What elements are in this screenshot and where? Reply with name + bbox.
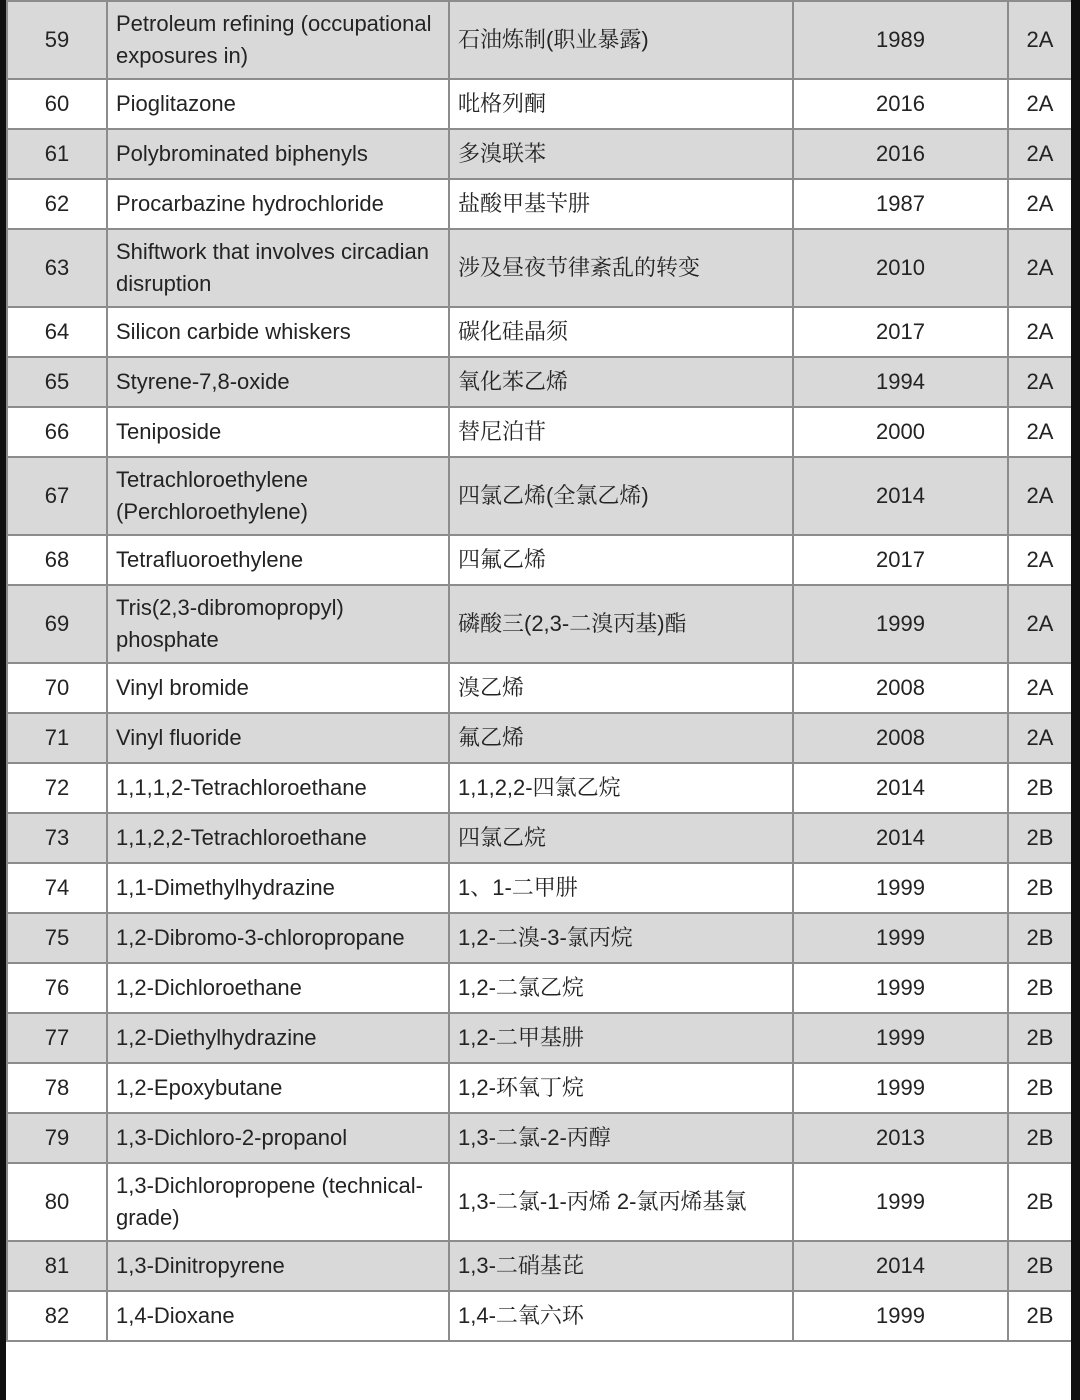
- cell-chinese-name: 涉及昼夜节律紊乱的转变: [449, 229, 793, 307]
- cell-year: 1999: [793, 1013, 1008, 1063]
- cell-english-name: Silicon carbide whiskers: [107, 307, 449, 357]
- cell-chinese-name: 多溴联苯: [449, 129, 793, 179]
- cell-chinese-name: 1,2-二溴-3-氯丙烷: [449, 913, 793, 963]
- cell-year: 1999: [793, 963, 1008, 1013]
- table-row: [7, 663, 1072, 713]
- cell-chinese-name: 1,2-环氧丁烷: [449, 1063, 793, 1113]
- cell-group: 2B: [1008, 863, 1072, 913]
- table-row: [7, 1241, 1072, 1291]
- cell-group: 2A: [1008, 229, 1072, 307]
- cell-number: 67: [7, 457, 107, 535]
- cell-number: 74: [7, 863, 107, 913]
- cell-year: 2017: [793, 535, 1008, 585]
- cell-number: 72: [7, 763, 107, 813]
- cell-chinese-name: 盐酸甲基苄肼: [449, 179, 793, 229]
- table-row: [7, 813, 1072, 863]
- cell-english-name: 1,3-Dinitropyrene: [107, 1241, 449, 1291]
- cell-english-name: Procarbazine hydrochloride: [107, 179, 449, 229]
- cell-chinese-name: 四氟乙烯: [449, 535, 793, 585]
- cell-group: 2A: [1008, 457, 1072, 535]
- cell-chinese-name: 石油炼制(职业暴露): [449, 1, 793, 79]
- cell-english-name: 1,3-Dichloropropene (technical-grade): [107, 1163, 449, 1241]
- cell-number: 62: [7, 179, 107, 229]
- cell-group: 2B: [1008, 1163, 1072, 1241]
- cell-chinese-name: 1,2-二氯乙烷: [449, 963, 793, 1013]
- cell-number: 71: [7, 713, 107, 763]
- cell-group: 2B: [1008, 813, 1072, 863]
- cell-group: 2B: [1008, 913, 1072, 963]
- cell-english-name: 1,2-Dichloroethane: [107, 963, 449, 1013]
- carcinogen-table-body: [7, 1, 1072, 1341]
- cell-english-name: Petroleum refining (occupational exposures in): [107, 1, 449, 79]
- cell-english-name: Tris(2,3-dibromopropyl) phosphate: [107, 585, 449, 663]
- cell-chinese-name: 四氯乙烯(全氯乙烯): [449, 457, 793, 535]
- cell-chinese-name: 1,3-二硝基芘: [449, 1241, 793, 1291]
- cell-chinese-name: 1、1-二甲肼: [449, 863, 793, 913]
- table-row: [7, 1, 1072, 79]
- cell-chinese-name: 替尼泊苷: [449, 407, 793, 457]
- cell-group: 2B: [1008, 963, 1072, 1013]
- cell-group: 2A: [1008, 1, 1072, 79]
- cell-year: 1994: [793, 357, 1008, 407]
- table-row: [7, 79, 1072, 129]
- cell-chinese-name: 1,3-二氯-1-丙烯 2-氯丙烯基氯: [449, 1163, 793, 1241]
- cell-number: 63: [7, 229, 107, 307]
- cell-number: 81: [7, 1241, 107, 1291]
- table-row: [7, 1291, 1072, 1341]
- table-row: [7, 179, 1072, 229]
- cell-year: 2000: [793, 407, 1008, 457]
- table-row: [7, 1113, 1072, 1163]
- cell-year: 1999: [793, 913, 1008, 963]
- table-row: [7, 307, 1072, 357]
- cell-english-name: 1,2-Dibromo-3-chloropropane: [107, 913, 449, 963]
- cell-chinese-name: 1,2-二甲基肼: [449, 1013, 793, 1063]
- table-row: [7, 1163, 1072, 1241]
- cell-group: 2B: [1008, 1291, 1072, 1341]
- table-row: [7, 357, 1072, 407]
- cell-group: 2A: [1008, 585, 1072, 663]
- cell-english-name: Vinyl bromide: [107, 663, 449, 713]
- cell-chinese-name: 四氯乙烷: [449, 813, 793, 863]
- cell-chinese-name: 氟乙烯: [449, 713, 793, 763]
- cell-number: 66: [7, 407, 107, 457]
- cell-english-name: Tetrafluoroethylene: [107, 535, 449, 585]
- table-row: [7, 863, 1072, 913]
- table-row: [7, 457, 1072, 535]
- cell-year: 2008: [793, 663, 1008, 713]
- cell-english-name: Tetrachloroethylene (Perchloroethylene): [107, 457, 449, 535]
- cell-chinese-name: 吡格列酮: [449, 79, 793, 129]
- cell-english-name: 1,4-Dioxane: [107, 1291, 449, 1341]
- cell-year: 2014: [793, 763, 1008, 813]
- cell-number: 82: [7, 1291, 107, 1341]
- cell-english-name: 1,2-Diethylhydrazine: [107, 1013, 449, 1063]
- cell-english-name: 1,1,2,2-Tetrachloroethane: [107, 813, 449, 863]
- cell-group: 2A: [1008, 79, 1072, 129]
- cell-number: 78: [7, 1063, 107, 1113]
- cell-year: 1999: [793, 585, 1008, 663]
- cell-english-name: Shiftwork that involves circadian disruption: [107, 229, 449, 307]
- cell-number: 68: [7, 535, 107, 585]
- cell-number: 75: [7, 913, 107, 963]
- cell-year: 1999: [793, 1063, 1008, 1113]
- cell-group: 2A: [1008, 407, 1072, 457]
- cell-group: 2A: [1008, 357, 1072, 407]
- cell-number: 79: [7, 1113, 107, 1163]
- cell-english-name: 1,2-Epoxybutane: [107, 1063, 449, 1113]
- cell-chinese-name: 碳化硅晶须: [449, 307, 793, 357]
- table-row: [7, 913, 1072, 963]
- cell-chinese-name: 1,4-二氧六环: [449, 1291, 793, 1341]
- table-row: [7, 763, 1072, 813]
- cell-year: 2017: [793, 307, 1008, 357]
- cell-number: 60: [7, 79, 107, 129]
- cell-group: 2A: [1008, 179, 1072, 229]
- table-row: [7, 1013, 1072, 1063]
- cell-number: 65: [7, 357, 107, 407]
- cell-group: 2B: [1008, 763, 1072, 813]
- cell-year: 1989: [793, 1, 1008, 79]
- cell-year: 1999: [793, 1163, 1008, 1241]
- cell-english-name: 1,1-Dimethylhydrazine: [107, 863, 449, 913]
- cell-number: 61: [7, 129, 107, 179]
- cell-chinese-name: 氧化苯乙烯: [449, 357, 793, 407]
- cell-year: 2010: [793, 229, 1008, 307]
- cell-group: 2A: [1008, 307, 1072, 357]
- cell-group: 2B: [1008, 1063, 1072, 1113]
- cell-english-name: Styrene-7,8-oxide: [107, 357, 449, 407]
- cell-group: 2A: [1008, 129, 1072, 179]
- cell-english-name: Teniposide: [107, 407, 449, 457]
- table-row: [7, 129, 1072, 179]
- table-row: [7, 963, 1072, 1013]
- cell-group: 2B: [1008, 1113, 1072, 1163]
- carcinogen-table: [6, 0, 1073, 1342]
- cell-chinese-name: 1,1,2,2-四氯乙烷: [449, 763, 793, 813]
- cell-number: 76: [7, 963, 107, 1013]
- cell-english-name: 1,1,1,2-Tetrachloroethane: [107, 763, 449, 813]
- cell-number: 73: [7, 813, 107, 863]
- cell-number: 70: [7, 663, 107, 713]
- cell-group: 2B: [1008, 1241, 1072, 1291]
- cell-year: 2014: [793, 1241, 1008, 1291]
- cell-english-name: Vinyl fluoride: [107, 713, 449, 763]
- cell-number: 59: [7, 1, 107, 79]
- table-row: [7, 585, 1072, 663]
- cell-year: 1999: [793, 863, 1008, 913]
- cell-year: 2014: [793, 457, 1008, 535]
- cell-group: 2A: [1008, 535, 1072, 585]
- cell-number: 69: [7, 585, 107, 663]
- table-row: [7, 407, 1072, 457]
- table-row: [7, 229, 1072, 307]
- table-row: [7, 535, 1072, 585]
- cell-group: 2A: [1008, 663, 1072, 713]
- right-black-edge: [1071, 0, 1080, 1400]
- table-row: [7, 713, 1072, 763]
- cell-year: 1987: [793, 179, 1008, 229]
- cell-chinese-name: 磷酸三(2,3-二溴丙基)酯: [449, 585, 793, 663]
- cell-chinese-name: 溴乙烯: [449, 663, 793, 713]
- cell-year: 2008: [793, 713, 1008, 763]
- cell-english-name: 1,3-Dichloro-2-propanol: [107, 1113, 449, 1163]
- cell-year: 2013: [793, 1113, 1008, 1163]
- cell-english-name: Polybrominated biphenyls: [107, 129, 449, 179]
- cell-year: 2014: [793, 813, 1008, 863]
- cell-number: 64: [7, 307, 107, 357]
- cell-group: 2B: [1008, 1013, 1072, 1063]
- cell-number: 77: [7, 1013, 107, 1063]
- table-row: [7, 1063, 1072, 1113]
- cell-year: 2016: [793, 79, 1008, 129]
- left-black-edge: [0, 0, 6, 1400]
- cell-number: 80: [7, 1163, 107, 1241]
- cell-english-name: Pioglitazone: [107, 79, 449, 129]
- cell-year: 2016: [793, 129, 1008, 179]
- cell-year: 1999: [793, 1291, 1008, 1341]
- cell-group: 2A: [1008, 713, 1072, 763]
- cell-chinese-name: 1,3-二氯-2-丙醇: [449, 1113, 793, 1163]
